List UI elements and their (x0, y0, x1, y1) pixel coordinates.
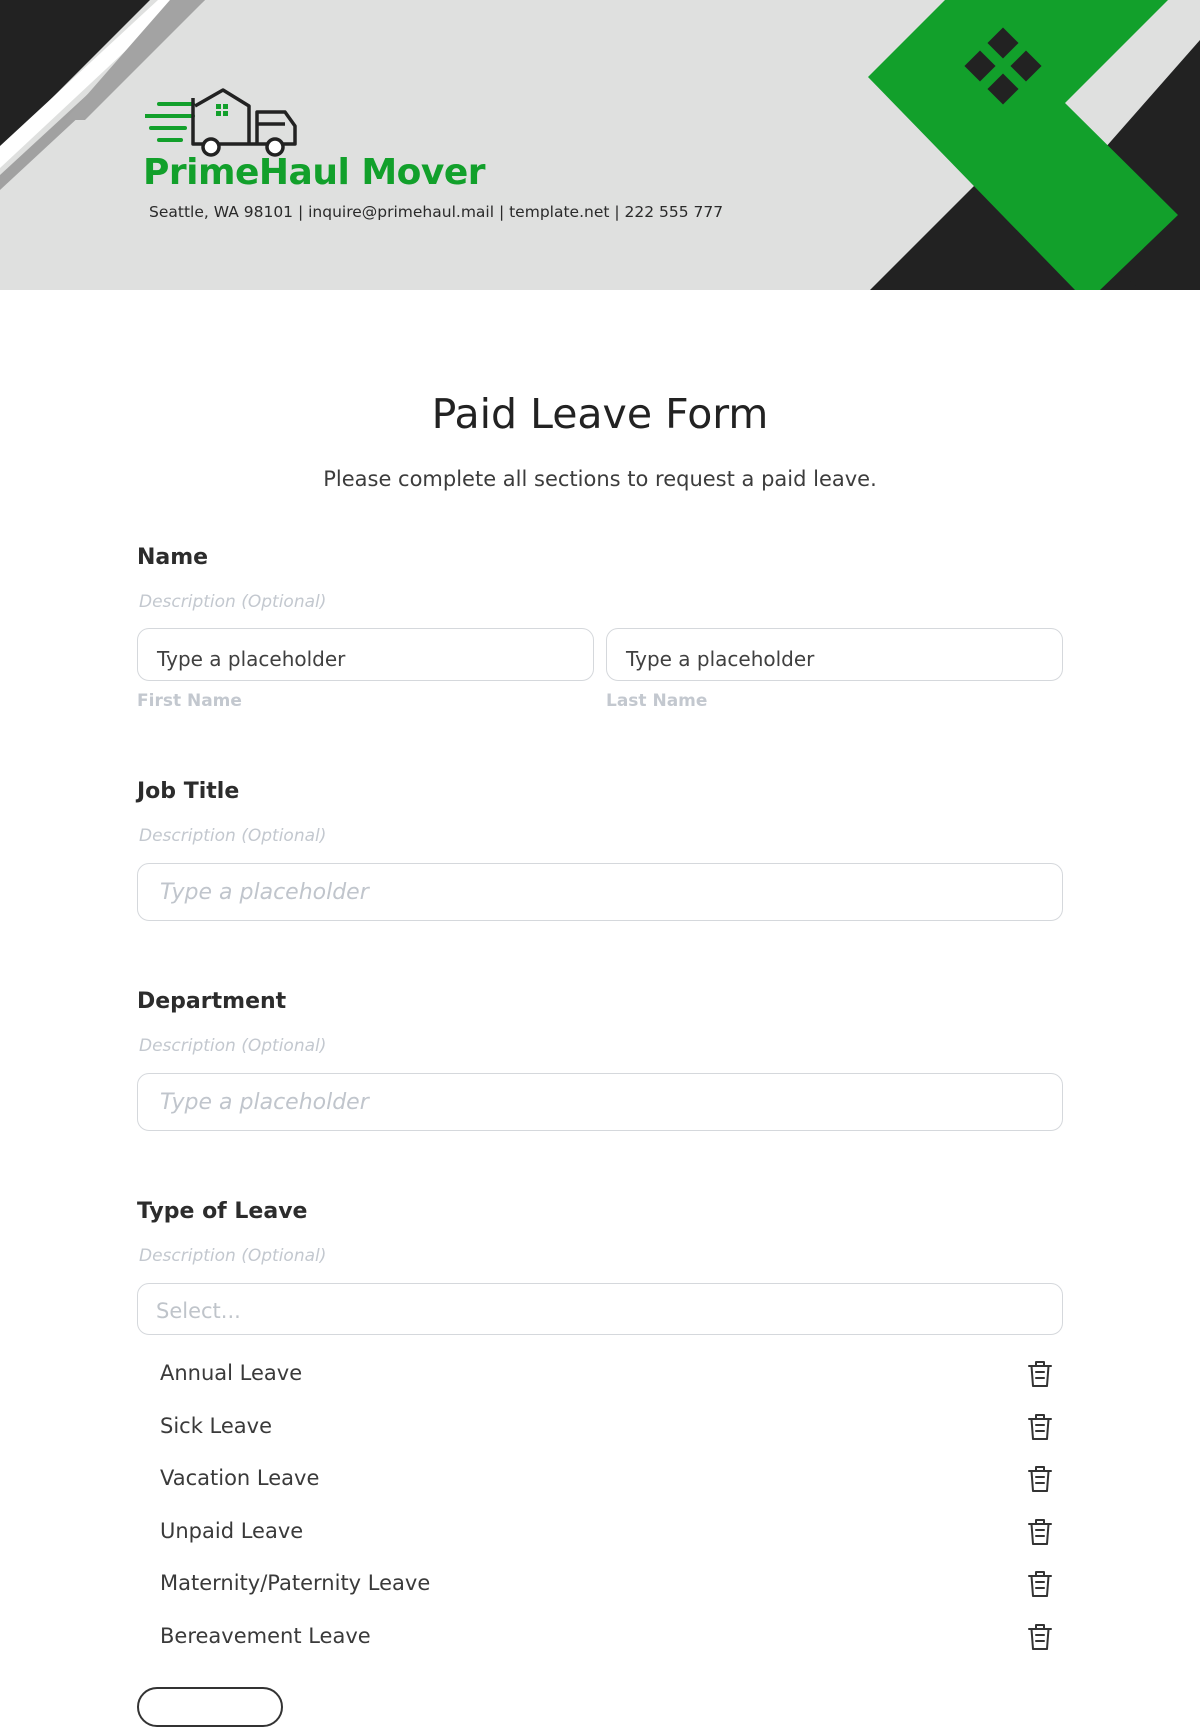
leave-option[interactable] (160, 1460, 1060, 1500)
leave-type-description[interactable]: Description (Optional) (139, 1246, 327, 1266)
first-name-input[interactable] (137, 628, 594, 681)
last-name-sublabel: Last Name (606, 691, 708, 711)
leave-option[interactable] (160, 1408, 1060, 1448)
trash-icon[interactable] (1026, 1412, 1054, 1442)
leave-option[interactable] (160, 1513, 1060, 1553)
letterhead (0, 0, 1200, 290)
add-option-button[interactable] (137, 1687, 283, 1727)
leave-option-label: Sick Leave (160, 1413, 273, 1438)
job-title-label: Job Title (137, 779, 240, 804)
brand-name: PrimeHaul Mover (143, 152, 486, 193)
trash-icon[interactable] (1026, 1464, 1054, 1494)
job-title-input[interactable] (137, 863, 1063, 921)
leave-option-label: Bereavement Leave (160, 1623, 371, 1648)
leave-type-label: Type of Leave (137, 1199, 308, 1224)
name-description[interactable]: Description (Optional) (139, 592, 327, 612)
form-subtitle: Please complete all sections to request a paid leave. (323, 467, 877, 491)
trash-icon[interactable] (1026, 1622, 1054, 1652)
department-label: Department (137, 989, 287, 1014)
department-placeholder: Type a placeholder (160, 1090, 369, 1115)
leave-option[interactable] (160, 1355, 1060, 1395)
first-name-sublabel: First Name (137, 691, 242, 711)
leave-option-label: Annual Leave (160, 1361, 303, 1385)
department-input[interactable] (137, 1073, 1063, 1131)
trash-icon[interactable] (1026, 1569, 1054, 1599)
last-name-input[interactable] (606, 628, 1063, 681)
contact-info: Seattle, WA 98101 | inquire@primehaul.mail | template.net | 222 555 777 (149, 203, 724, 221)
name-label: Name (137, 545, 209, 570)
form-title: Paid Leave Form (431, 390, 769, 438)
trash-icon[interactable] (1026, 1359, 1054, 1389)
job-title-description[interactable]: Description (Optional) (139, 826, 327, 846)
leave-option[interactable] (160, 1565, 1060, 1605)
first-name-placeholder: Type a placeholder (157, 647, 346, 671)
leave-option-label: Maternity/Paternity Leave (160, 1571, 431, 1595)
leave-option-label: Unpaid Leave (160, 1518, 304, 1543)
moving-truck-icon (145, 88, 315, 158)
leave-type-select[interactable] (137, 1283, 1063, 1335)
job-title-placeholder: Type a placeholder (160, 880, 369, 905)
leave-type-placeholder: Select... (156, 1299, 241, 1323)
trash-icon[interactable] (1026, 1517, 1054, 1547)
department-description[interactable]: Description (Optional) (139, 1036, 327, 1056)
last-name-placeholder: Type a placeholder (626, 647, 815, 671)
leave-option[interactable] (160, 1618, 1060, 1658)
leave-option-label: Vacation Leave (160, 1466, 320, 1490)
